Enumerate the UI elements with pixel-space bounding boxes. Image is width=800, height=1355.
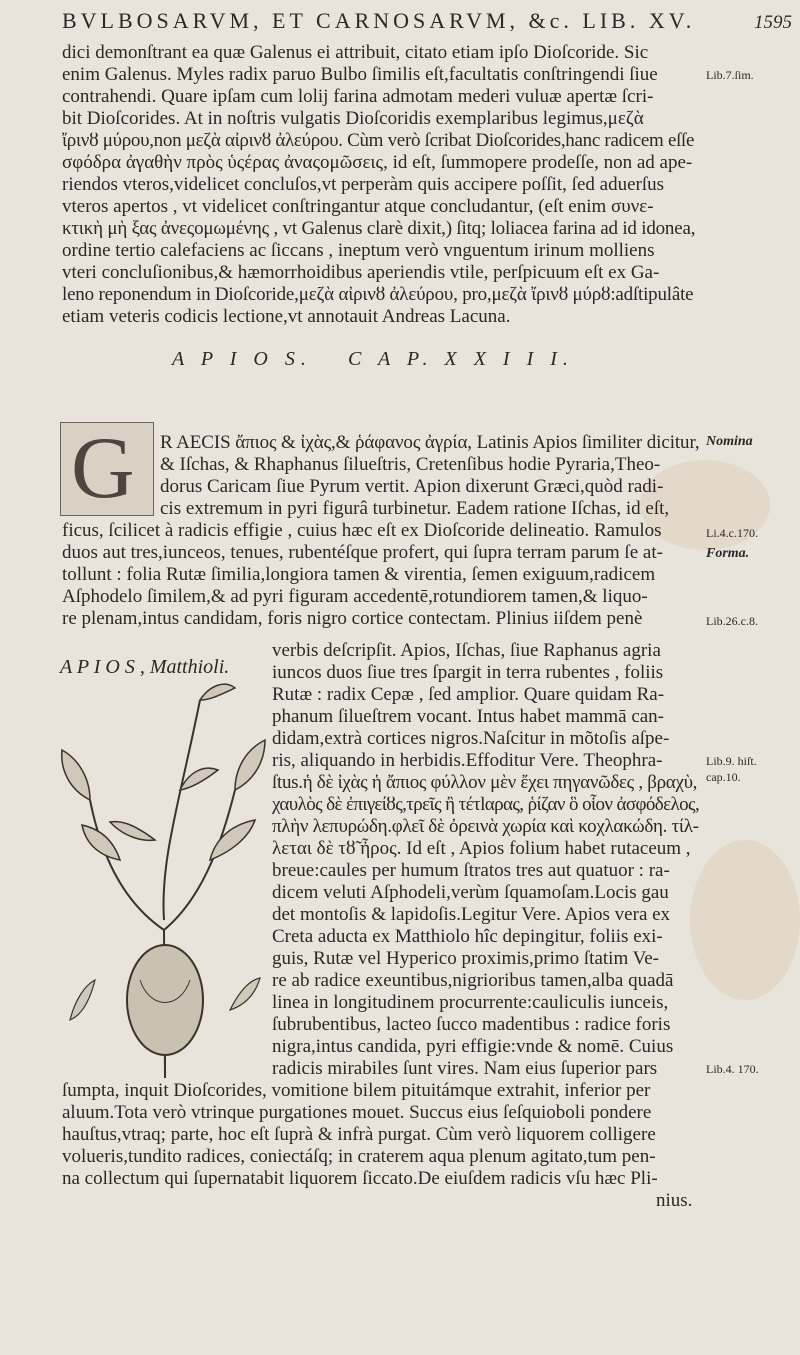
text-line: vteros apertos , vt videlicet conſtringantur atque concludantur, (eſt enim συνε- <box>62 196 654 217</box>
text-line: didam,extrà cortices nigros.Naſcitur in mõtoſis aſpe- <box>272 728 670 749</box>
margin-note: Forma. <box>706 546 750 561</box>
margin-note: Lib.9. hiſt. <box>706 754 757 768</box>
text-line: Creta aducta ex Matthiolo hîc depingitur, foliis exi- <box>272 926 663 947</box>
chapter-number: C A P. X X I I I. <box>348 348 574 370</box>
plant-illustration <box>60 680 270 1080</box>
text-line: nius. <box>656 1190 693 1211</box>
drop-cap <box>60 422 154 516</box>
text-line: ordine tertio calefaciens ac ſiccans , ineptum verò vnguentum irinum molliens <box>62 240 655 261</box>
text-line: na collectum qui ſupernatabit liquorem ſiccato.De eiuſdem radicis vſu hæc Pli- <box>62 1168 658 1189</box>
chapter-title: A P I O S. <box>172 348 312 370</box>
running-head: BVLBOSARVM, ET CARNOSARVM, &c. LIB. XV. <box>62 8 696 33</box>
text-line: hauſtus,vtraq; parte, hoc eſt ſuprà & infrà purgat. Cùm verò liquorem colligere <box>62 1124 656 1145</box>
text-line: leno reponendum in Dioſcoride,μεζὰ αἰρινȣ ἀλεύρου, pro,μεζὰ ἴρινȣ μύρȣ:adſtipulâte <box>62 284 694 305</box>
drop-cap-letter: G <box>71 420 135 517</box>
text-line: riendos vteros,videlicet concluſos,vt perperàm quis accipere poſſit, ſed aduerſus <box>62 174 664 195</box>
text-line: λεται δὲ τȣ̃ ἦρος. Id eſt , Apios folium habet rutaceum , <box>272 838 691 859</box>
text-line: Rutæ : radix Cepæ , ſed amplior. Quare quidam Ra- <box>272 684 665 705</box>
text-line: re plenam,intus candidam, foris nigro cortice contectam. Plinius iiſdem penè <box>62 608 643 629</box>
text-line: dorus Caricam ſiue Pyrum vertit. Apion dixerunt Græci,quòd radi- <box>160 476 664 497</box>
text-line: enim Galenus. Myles radix paruo Bulbo ſimilis eſt,facultatis conſtringendi ſiue <box>62 64 658 85</box>
text-line: ficus, ſcilicet à radicis effigie , cuius hæc eſt ex Dioſcoride delineatio. Ramulos <box>62 520 662 541</box>
text-line: vteri concluſionibus,& hæmorrhoidibus aperiendis vtile, perſpicuum eſt ex Ga- <box>62 262 660 283</box>
text-line: cis extremum in pyri figurâ turbinetur. Eadem ratione Iſchas, id eſt, <box>160 498 670 519</box>
text-line: radicis mirabiles ſunt vires. Nam eius ſuperior pars <box>272 1058 658 1079</box>
text-line: nigra,intus candida, pyri effigie:vnde & nomē. Cuius <box>272 1036 674 1057</box>
margin-note: Lib.7.ſim. <box>706 68 754 82</box>
text-line: re ab radice exeuntibus,nigrioribus tamen,alba quadā <box>272 970 674 991</box>
text-line: verbis deſcripſit. Apios, Iſchas, ſiue Raphanus agria <box>272 640 661 661</box>
text-line: bit Dioſcorides. At in noſtris vulgatis Dioſcoridis exemplaribus legimus,μεζὰ <box>62 108 644 129</box>
text-line: R AECIS ἄπιος & ἰχὰς,& ῥάφανος ἀγρία, Latinis Apios ſimiliter dicitur, <box>160 432 700 453</box>
text-line: χαυλὸς δὲ ἐπιγείȣς,τρεῖς ἢ τέτlαρας, ῥίζαν ὃ οἷον ἀσφόδελος, <box>272 794 700 815</box>
text-line: & Iſchas, & Rhaphanus ſilueſtris, Cretenſibus hodie Pyraria,Theo- <box>160 454 661 475</box>
text-line: guis, Rutæ vel Hyperico proximis,primo ſtatim Ve- <box>272 948 660 969</box>
margin-note: Lib.26.c.8. <box>706 614 758 628</box>
text-line: ſubrubentibus, lacteo ſucco madentibus : radice foris <box>272 1014 671 1035</box>
page-number: 1595 <box>754 12 792 33</box>
text-line: det montoſis & lapidoſis.Legitur Vere. Apios vera ex <box>272 904 671 925</box>
text-line: πλὴν λεπυρώδη.φλεῖ δὲ ὀρεινὰ χωρία καὶ κοχλακώδη. τίλ- <box>272 816 699 837</box>
text-line: aluum.Tota verò vtrinque purgationes mouet. Succus eius ſeſquioboli pondere <box>62 1102 652 1123</box>
text-line: κτικὴ μὴ ξας ἀνεςομωμένης , vt Galenus clarè dixit,) ſitq; loliacea farina ad id idonea, <box>62 218 696 239</box>
text-line: σφόδρα ἀγαθὴν πρὸς ὑςέρας ἀναςομῶσεις, id eſt, ſummopere prodeſſe, non ad ape- <box>62 152 693 173</box>
text-line: ἴρινȣ μύρου,non μεζὰ αἰρινȣ ἀλεύρου. Cùm verò ſcribat Dioſcorides,hanc radicem eſſe <box>62 130 695 151</box>
figure-label: A P I O S , Matthioli. <box>60 656 230 678</box>
margin-note: Nomina <box>706 434 753 449</box>
margin-note: Lib.4. 170. <box>706 1062 759 1076</box>
margin-note: Li.4.c.170. <box>706 526 758 540</box>
text-line: duos aut tres,iunceos, tenues, rubentéſque profert, qui ſupra terram parum ſe at- <box>62 542 663 563</box>
text-line: breue:caules per humum ſtratos tres aut quatuor : ra- <box>272 860 670 881</box>
text-line: ſumpta, inquit Dioſcorides, vomitione bilem pituitámque extrahit, inferior per <box>62 1080 651 1101</box>
margin-note: cap.10. <box>706 770 741 784</box>
text-line: ſtus.ἡ δὲ ἰχὰς ἡ ἄπιος φύλλον μὲν ἔχει πηγανῶδες , βραχὺ, <box>272 772 698 793</box>
paper-stain <box>690 840 800 1000</box>
text-line: phanum ſilueſtrem vocant. Intus habet mammā can- <box>272 706 665 727</box>
text-line: iuncos duos ſiue tres ſpargit in terra rubentes , foliis <box>272 662 664 683</box>
text-line: volueris,tundito radices, coniectáſq; in craterem aqua plenum agitato,tum pen- <box>62 1146 656 1167</box>
text-line: Aſphodelo ſimilem,& ad pyri figuram accedentē,rotundiorem tamen,& liquo- <box>62 586 648 607</box>
text-line: ris, aliquando in herbidis.Effoditur Vere. Theophra- <box>272 750 663 771</box>
text-line: contrahendi. Quare ipſam cum lolij farina admotam mederi vuluæ apertæ ſcri- <box>62 86 654 107</box>
text-line: linea in longitudinem procurrente:cauliculis iunceis, <box>272 992 669 1013</box>
text-line: dici demonſtrant ea quæ Galenus ei attribuit, citato etiam ipſo Dioſcoride. Sic <box>62 42 649 63</box>
text-line: etiam veteris codicis lectione,vt annotauit Andreas Lacuna. <box>62 306 511 327</box>
text-line: dicem veluti Aſphodeli,verùm ſquamoſam.Locis gau <box>272 882 669 903</box>
text-line: tollunt : folia Rutæ ſimilia,longiora tamen & virentia, ſemen exiguum,radicem <box>62 564 656 585</box>
